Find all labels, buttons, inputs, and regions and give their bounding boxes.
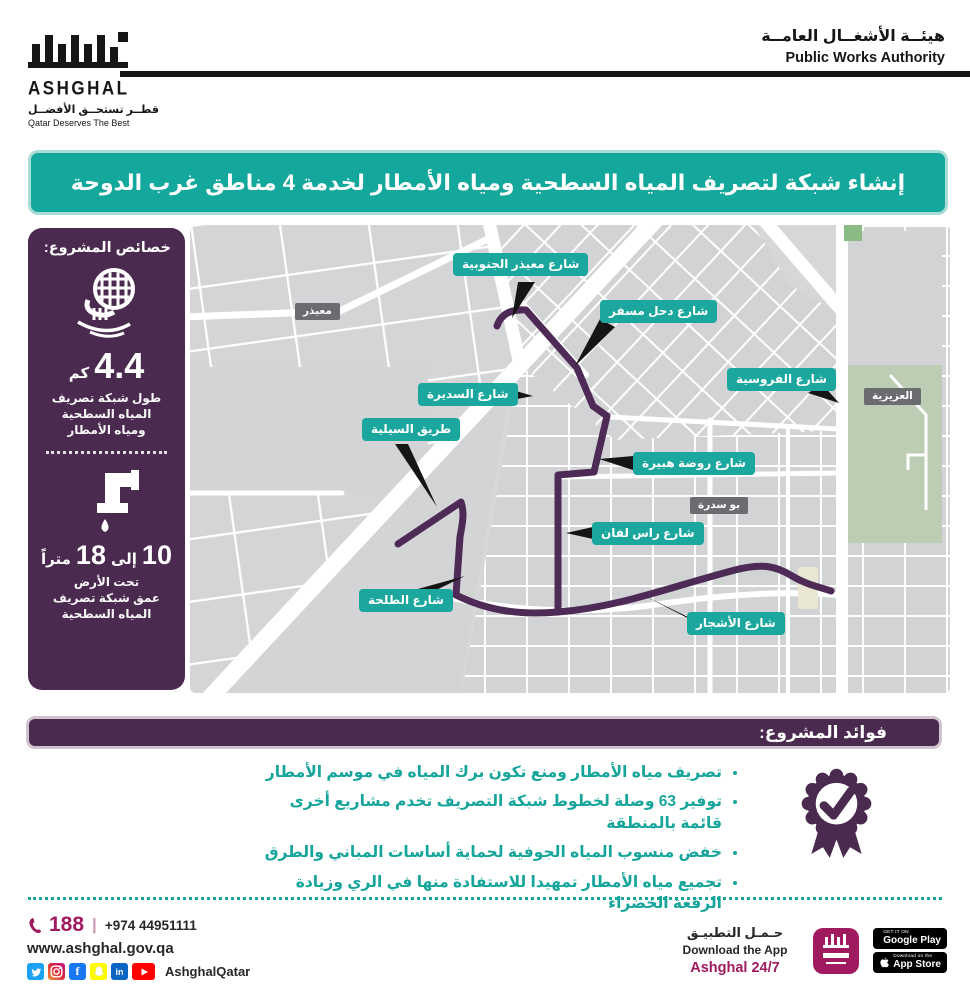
network-length-value [36, 345, 177, 387]
phone-row [27, 913, 250, 937]
footer-contact-block [27, 913, 250, 980]
sidebar-dotted-divider [46, 451, 167, 454]
street-label-ras-laffan: شارع راس لفان [592, 522, 704, 545]
characteristics-heading: خصائص المشروع: [43, 240, 171, 256]
header-divider-bar [120, 71, 970, 77]
area-label-muaither: معيذر [295, 303, 340, 320]
street-label-al-furousiya: شارع الفروسية [727, 368, 836, 391]
map-canvas [190, 225, 950, 693]
store-badges [873, 928, 947, 973]
website-link[interactable]: www.ashghal.gov.qa [27, 940, 174, 957]
project-characteristics-panel [28, 228, 185, 690]
facebook-icon[interactable]: f [69, 963, 86, 980]
benefit-item: • تصريف مياه الأمطار ومنع تكون برك المياه في موسم الأمطار [252, 762, 722, 783]
authority-title [761, 26, 945, 66]
network-depth-caption: تحت الأرض عمق شبكة تصريف المياه السطحية [52, 575, 161, 622]
depth-to: 18 [75, 540, 106, 571]
app-download-block [671, 925, 947, 976]
network-length-caption: طول شبكة تصريف المياه السطحية ومياه الأمطار [51, 391, 162, 437]
benefit-item: • تجميع مياه الأمطار تمهيدا للاستفادة منها في الري وزيادة الرقعة الخضراء [252, 872, 722, 915]
full-phone-number[interactable]: +974 44951111 [104, 917, 197, 933]
area-label-bu-sidra: بو سدرة [690, 497, 748, 514]
street-label-dahl-misfer: شارع دحل مسفر [600, 300, 717, 323]
depth-unit: متراً [41, 551, 71, 569]
depth-to-word: إلى [110, 551, 137, 569]
benefits-heading-text: فوائد المشروع: [759, 722, 887, 742]
ashghal-wordmark: ASHGHAL [28, 77, 130, 99]
depth-from: 10 [141, 540, 172, 571]
download-app-arabic: حـمـل التطبيـق [686, 925, 784, 940]
project-map [190, 225, 950, 693]
benefit-item: • خفض منسوب المياه الجوفية لحماية أساسات المباني والطرق [252, 842, 722, 863]
authority-title-english: Public Works Authority [785, 50, 945, 66]
ashghal-app-icon[interactable] [813, 928, 859, 974]
rosette-check-icon [788, 763, 885, 888]
app-name: Ashghal 24/7 [690, 960, 780, 976]
apple-icon [879, 956, 889, 969]
area-label-al-aziziya: العزيزية [864, 388, 921, 405]
pipe-drop-icon [36, 467, 177, 538]
benefits-heading-band [26, 716, 942, 749]
project-title-banner [28, 150, 948, 215]
linkedin-icon[interactable]: in [111, 963, 128, 980]
project-title-text: إنشاء شبكة لتصريف المياه السطحية ومياه الأمطار لخدمة 4 مناطق غرب الدوحة [70, 169, 906, 195]
network-depth-value [36, 540, 177, 571]
length-unit: كم [68, 365, 90, 382]
street-label-al-sailiya-road: طريق السيلية [362, 418, 460, 441]
logo-tagline-english: Qatar Deserves The Best [28, 118, 130, 128]
street-label-al-talha: شارع الطلحة [359, 589, 453, 612]
google-play-badge[interactable]: GET IT ON Google Play [873, 928, 947, 949]
twitter-icon[interactable] [27, 963, 44, 980]
street-label-al-sudaira: شارع السديرة [418, 383, 518, 406]
download-app-text [671, 925, 799, 976]
street-label-al-ashjar: شارع الأشجار [687, 612, 785, 635]
youtube-icon[interactable] [132, 963, 155, 980]
snapchat-icon[interactable] [90, 963, 107, 980]
ashghal-logo [28, 32, 208, 128]
benefit-item: • توفير 63 وصلة لخطوط شبكة التصريف تخدم مشاريع أخرى قائمة بالمنطقة [252, 791, 722, 834]
social-icons-row [27, 963, 250, 980]
logo-tagline-arabic: قطــر تستحــق الأفضــل [28, 104, 159, 116]
footer-dotted-divider [28, 897, 942, 900]
authority-title-arabic: هيئــة الأشغــال العامــة [761, 28, 945, 45]
drainage-grate-icon [36, 266, 177, 343]
phone-divider: | [92, 915, 97, 934]
phone-icon [27, 917, 43, 934]
length-number: 4.4 [94, 345, 145, 386]
social-handle[interactable]: AshghalQatar [165, 964, 251, 979]
instagram-icon[interactable] [48, 963, 65, 980]
download-app-english: Download the App [682, 943, 788, 957]
hotline-number[interactable]: 188 [49, 913, 85, 936]
app-store-badge[interactable]: Download on the App Store [873, 952, 947, 973]
aziziya-block [848, 231, 942, 365]
street-label-muaither-south: شارع معيذر الجنوبية [453, 253, 588, 276]
street-label-rawdat-hubaira: شارع روضة هبيرة [633, 452, 755, 475]
ashghal-kufic-logo-icon [28, 32, 128, 70]
